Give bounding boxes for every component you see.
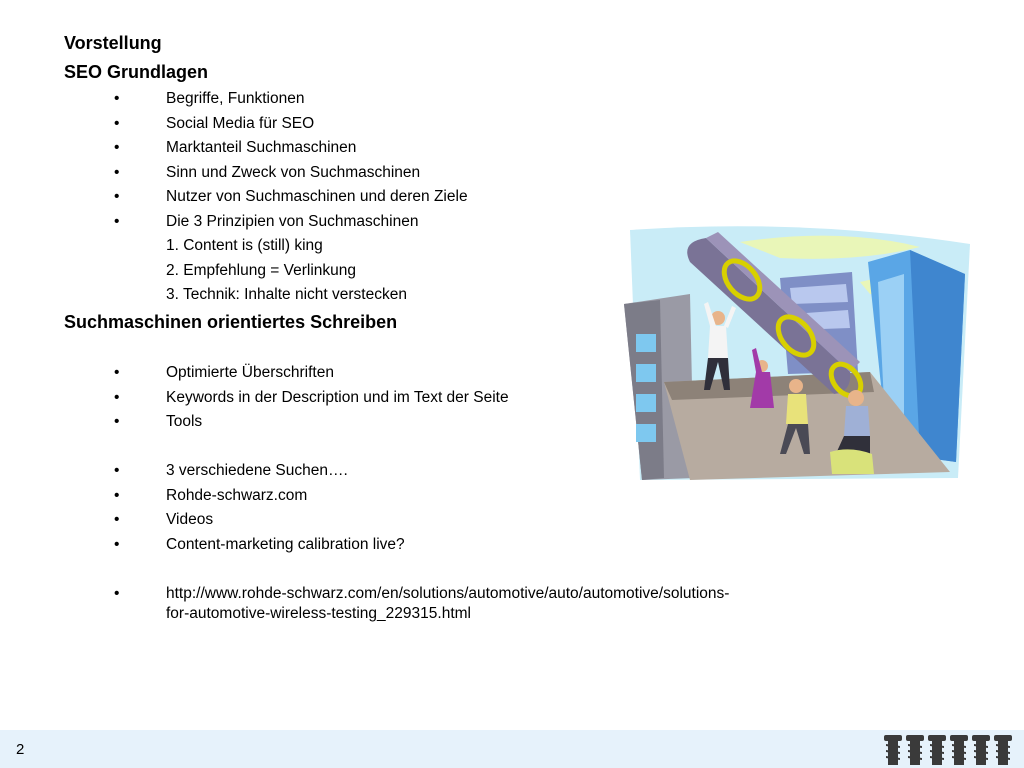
heading-seo-grundlagen: SEO Grundlagen bbox=[64, 62, 209, 82]
bullet: • bbox=[114, 90, 120, 107]
heading-vorstellung: Vorstellung bbox=[64, 33, 162, 53]
teamwork-clipart-icon bbox=[620, 222, 980, 484]
bullet: • bbox=[114, 115, 120, 132]
bullet: • bbox=[114, 536, 120, 553]
screws-logo-icon bbox=[882, 734, 1014, 766]
bullet: • bbox=[114, 213, 120, 230]
bullet: • bbox=[114, 413, 120, 430]
bullet: • bbox=[114, 364, 120, 381]
bullet: • bbox=[114, 188, 120, 205]
url-line-2[interactable]: for-automotive-wireless-testing_229315.html bbox=[166, 605, 471, 622]
page-number: 2 bbox=[16, 741, 25, 758]
bullet: • bbox=[114, 164, 120, 181]
bullet: • bbox=[114, 511, 120, 528]
slide: Vorstellung SEO Grundlagen • Begriffe, Funktionen • Social Media für SEO • Marktanteil Suchmaschinen • Sinn und Zweck von Suchmaschinen • Nutzer von Suchmaschinen und deren Ziele • Die 3 Prinzipien von Suchmaschinen 1. Content is (still) king 2. Empfehlung = Verlinkung 3. Technik: Inhalte nicht verstecken Suchmaschinen orientiertes Schreiben • Optimierte Überschriften • Keywords in der Description und im Text der Seite • Tools • 3 verschiedene Suchen…. • Rohde-schwarz.com • Videos • Content-marketing calibration live? • http://www.rohde-schwarz.com/en/solutions/automotive/auto/automotive/solutions- for-automotive-wireless-testing_229315.html 2 bbox=[0, 0, 1024, 768]
bullet: • bbox=[114, 139, 120, 156]
bullet: • bbox=[114, 487, 120, 504]
bullet: • bbox=[114, 462, 120, 479]
footer-bar bbox=[0, 730, 1024, 768]
url-line-1[interactable]: http://www.rohde-schwarz.com/en/solutions/automotive/auto/automotive/solutions- bbox=[166, 585, 730, 602]
bullet: • bbox=[114, 389, 120, 406]
bullet: • bbox=[114, 585, 120, 602]
heading-schreiben: Suchmaschinen orientiertes Schreiben bbox=[64, 312, 398, 332]
